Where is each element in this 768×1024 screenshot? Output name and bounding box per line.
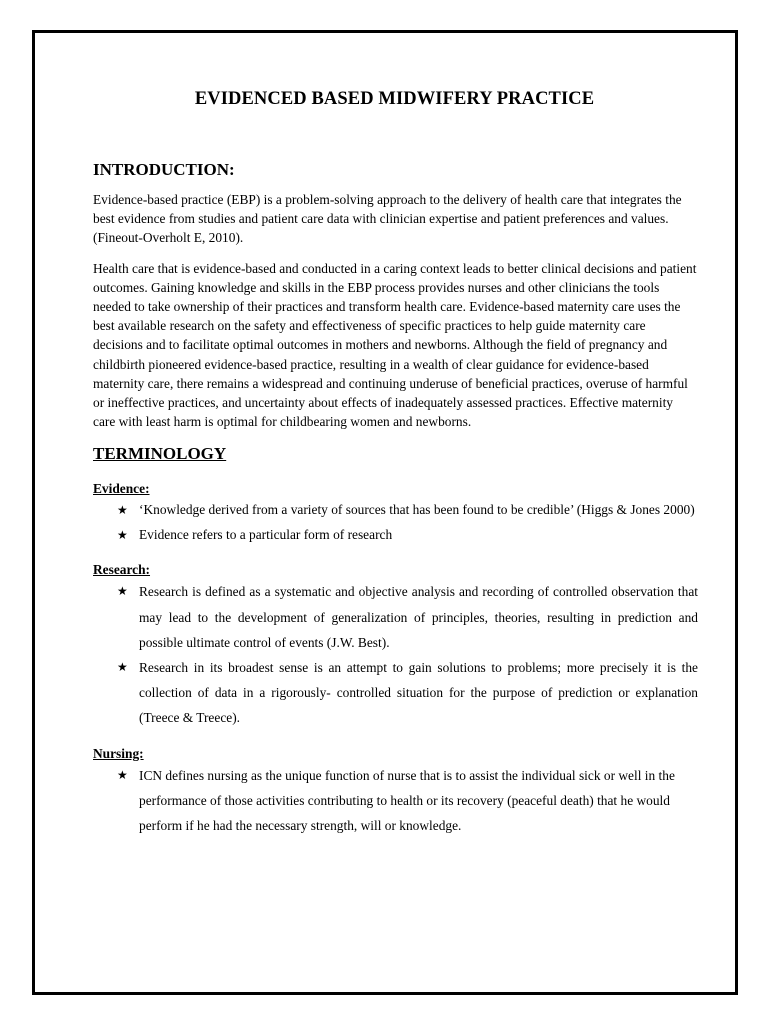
list-item-text: Research is defined as a systematic and objective analysis and recording of controlled observation that may lead to the development of generalization of principles, theories, resulting in prediction and possible ultimate control of events (J.W. Best). <box>139 584 698 650</box>
document-body <box>93 86 698 838</box>
evidence-heading: Evidence: <box>93 481 150 497</box>
star-bullet-icon: ★ <box>117 503 128 518</box>
research-list <box>93 579 698 730</box>
evidence-list <box>93 498 698 547</box>
list-item <box>93 498 698 523</box>
star-bullet-icon: ★ <box>117 767 128 782</box>
nursing-heading: Nursing: <box>93 745 144 761</box>
document-title: EVIDENCED BASED MIDWIFERY PRACTICE <box>194 89 595 109</box>
nursing-list <box>93 763 698 839</box>
star-bullet-icon: ★ <box>117 527 128 542</box>
list-item <box>93 579 698 655</box>
star-bullet-icon: ★ <box>117 660 128 675</box>
introduction-paragraph: Health care that is evidence-based and conducted in a caring context leads to better clinical decisions and patient outcomes. Gaining knowledge and skills in the EBP process provides nurses and other clinicians the tools needed to take ownership of their practices and transform health care. Evidence-based maternity care uses the best available research on the safety and effectiveness of specific practices to help guide maternity care decisions and to facilitate optimal outcomes in mothers and newborns. Although the field of pregnancy and childbirth pioneered evidence-based practice, resulting in a wealth of clear guidance for evidence-based maternity care, there remains a widespread and continuing underuse of beneficial practices, overuse of harmful or ineffective practices, and uncertainty about effects of inadequately assessed practices. Effective maternity care with least harm is optimal for childbearing women and newborns. <box>93 260 697 430</box>
list-item-text: ICN defines nursing as the unique function of nurse that is to assist the individual sick or well in the performance of those activities contributing to health or its recovery (peaceful death) that he would perform if he had the necessary strength, will or knowledge. <box>139 767 675 834</box>
list-item <box>93 763 698 839</box>
star-bullet-icon: ★ <box>117 584 128 599</box>
introduction-heading: INTRODUCTION: <box>93 160 235 179</box>
list-item-text: Research in its broadest sense is an attempt to gain solutions to problems; more precisely it is the collection of data in a rigorously- controlled situation for the purpose of prediction or explanation (Treece & Treece). <box>139 660 698 726</box>
introduction-paragraph: Evidence-based practice (EBP) is a problem-solving approach to the delivery of health care that integrates the best evidence from studies and patient care data with clinician expertise and patient preferences and values. (Fineout-Overholt E, 2010). <box>93 192 682 246</box>
list-item-text: ‘Knowledge derived from a variety of sources that has been found to be credible’ (Higgs & Jones 2000) <box>139 502 695 518</box>
terminology-heading: TERMINOLOGY <box>93 444 227 464</box>
list-item-text: Evidence refers to a particular form of research <box>139 526 393 542</box>
list-item <box>93 523 698 548</box>
list-item <box>93 655 698 731</box>
research-heading: Research: <box>93 562 151 578</box>
